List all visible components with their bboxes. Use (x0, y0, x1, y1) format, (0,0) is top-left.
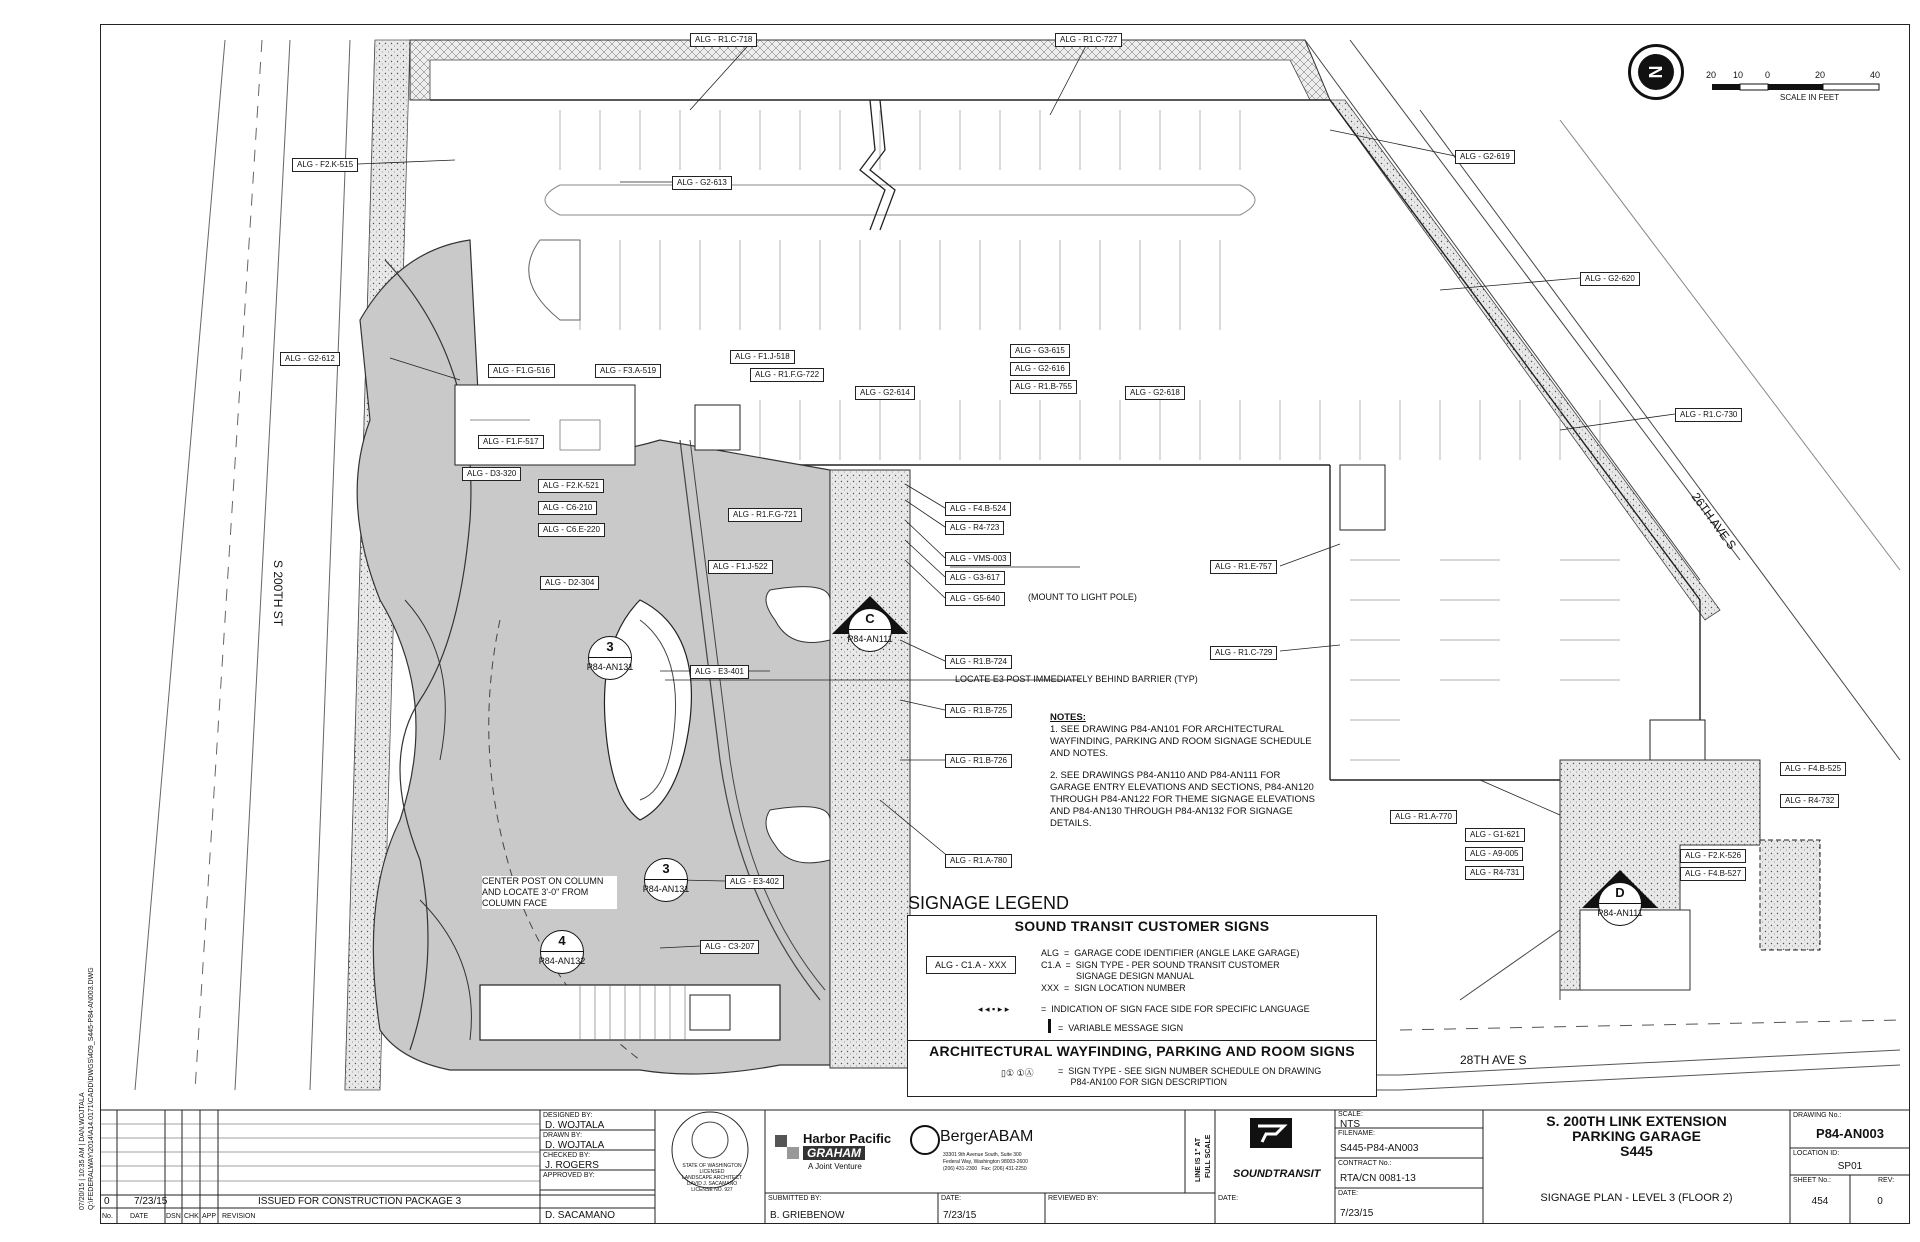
joint-venture-label: A Joint Venture (808, 1162, 862, 1171)
callout-d2304: ALG - D2-304 (540, 576, 599, 590)
rev-number: 0 (104, 1196, 110, 1207)
callout-g3617: ALG - G3-617 (945, 571, 1005, 585)
scale-tick-1: 10 (1733, 70, 1744, 80)
rev-date: 7/23/15 (134, 1196, 168, 1207)
project-line-1: S. 200TH LINK EXTENSION (1546, 1113, 1727, 1129)
scale-bar-graphic (1712, 84, 1879, 90)
legend-row-type: = SIGN TYPE - SEE SIGN NUMBER SCHEDULE ON DRAWING P84-AN100 FOR SIGN DESCRIPTION (1058, 1066, 1322, 1087)
callout-g2618: ALG - G2-618 (1125, 386, 1185, 400)
callout-r1c730: ALG - R1.C-730 (1675, 408, 1742, 422)
bergerabam-address: 33301 9th Avenue South, Suite 300 Federal Way, Washington 98003-2600 (206) 431-2300 Fax: (206) 431-2250 (943, 1152, 1028, 1172)
callout-g2616: ALG - G2-616 (1010, 362, 1070, 376)
harbor-pacific-name: Harbor Pacific (803, 1131, 892, 1146)
date3-value: 7/23/15 (1340, 1208, 1374, 1219)
filename-label: FILENAME: (1338, 1130, 1375, 1137)
scale-tick-0: 20 (1706, 70, 1717, 80)
contract-label: CONTRACT No.: (1338, 1160, 1392, 1167)
col-no: No. (102, 1213, 113, 1220)
callout-e3402: ALG - E3-402 (725, 875, 784, 889)
callout-r1b755: ALG - R1.B-755 (1010, 380, 1077, 394)
detail-3b-ref: P84-AN131 (642, 884, 690, 894)
callout-e3401: ALG - E3-401 (690, 665, 749, 679)
note-2: 2. SEE DRAWINGS P84-AN110 AND P84-AN111 FOR GARAGE ENTRY ELEVATIONS AND SECTIONS, P84-AN120 THROUGH P84-AN122 FOR THEME SIGNAGE ELEVATIONS AND P84-AN130 THROUGH P84-AN132 FOR SIGNAGE DETAILS. (1050, 770, 1316, 829)
callout-vms003: ALG - VMS-003 (945, 552, 1011, 566)
col-chk: CHK (184, 1213, 199, 1220)
note-1: 1. SEE DRAWING P84-AN101 FOR ARCHITECTURAL WAYFINDING, PARKING AND ROOM SIGNAGE SCHEDULE AND NOTES. (1050, 724, 1312, 759)
callout-g1621: ALG - G1-621 (1465, 828, 1525, 842)
callout-r1fg721: ALG - R1.F.G-721 (728, 508, 802, 522)
scale-label: SCALE IN FEET (1780, 93, 1840, 102)
detail-d-ref: P84-AN111 (1597, 908, 1643, 918)
rev-value: 0 (1877, 1196, 1883, 1207)
callout-r4723: ALG - R4-723 (945, 521, 1004, 535)
scale-value: NTS (1340, 1119, 1360, 1130)
vms-icon (1048, 1019, 1051, 1033)
callout-f1f517: ALG - F1.F-517 (478, 435, 544, 449)
callout-r1b726: ALG - R1.B-726 (945, 754, 1012, 768)
callout-r4732: ALG - R4-732 (1780, 794, 1839, 808)
project-line-3: S445 (1620, 1143, 1653, 1159)
callout-f4b525: ALG - F4.B-525 (1780, 762, 1846, 776)
general-notes (1050, 712, 1320, 840)
callout-r1e757: ALG - R1.E-757 (1210, 560, 1277, 574)
detail-3b-marker (644, 858, 688, 902)
callout-f2k515: ALG - F2.K-515 (292, 158, 358, 172)
street-26th-ave: 26TH AVE S (1688, 490, 1740, 553)
detail-3b-number: 3 (645, 859, 687, 880)
legend-row-c1a: C1.A = SIGN TYPE - PER SOUND TRANSIT CUSTOMER SIGNAGE DESIGN MANUAL (1041, 960, 1280, 981)
annotation-center-post: CENTER POST ON COLUMN AND LOCATE 3'-0" FROM COLUMN FACE (482, 876, 617, 909)
project-line-2: PARKING GARAGE (1572, 1128, 1701, 1144)
callout-r1c727: ALG - R1.C-727 (1055, 33, 1122, 47)
east-roadway-lines (1305, 40, 1900, 760)
callout-f3a519: ALG - F3.A-519 (595, 364, 661, 378)
legend-row-face: = INDICATION OF SIGN FACE SIDE FOR SPECIFIC LANGUAGE (1041, 1004, 1310, 1014)
callout-f4b524: ALG - F4.B-524 (945, 502, 1011, 516)
detail-4-ref: P84-AN132 (538, 956, 586, 966)
bergerabam-name: BergerABAM (940, 1128, 1034, 1145)
legend-heading: SIGNAGE LEGEND (908, 893, 1070, 913)
street-28th-ave: 28TH AVE S (1460, 1053, 1527, 1067)
callout-g2619: ALG - G2-619 (1455, 150, 1515, 164)
notes-title: NOTES: (1050, 712, 1086, 723)
location-id: SP01 (1837, 1161, 1863, 1172)
west-roadway-lines (135, 40, 375, 1090)
designed-by: D. WOJTALA (545, 1120, 605, 1131)
graham-name: GRAHAM (803, 1146, 865, 1160)
designed-label: DESIGNED BY: (543, 1112, 593, 1119)
callout-f2k521: ALG - F2.K-521 (538, 479, 604, 493)
legend-row-alg: ALG = GARAGE CODE IDENTIFIER (ANGLE LAKE GARAGE) (1041, 948, 1300, 958)
annotation-mount-pole: (MOUNT TO LIGHT POLE) (1028, 592, 1137, 602)
legend-sample-code: ALG - C1.A - XXX (926, 956, 1016, 974)
annotation-locate-e3: LOCATE E3 POST IMMEDIATELY BEHIND BARRIER (TYP) (955, 674, 1198, 684)
signage-legend (907, 915, 1377, 1097)
sheet-title: SIGNAGE PLAN - LEVEL 3 (FLOOR 2) (1540, 1192, 1733, 1204)
project-title (1483, 1114, 1790, 1159)
sheet-number: 454 (1811, 1196, 1829, 1207)
date3-label: DATE: (1338, 1190, 1359, 1197)
scale-tick-3: 20 (1815, 70, 1826, 80)
legend-row-xxx: XXX = SIGN LOCATION NUMBER (1041, 983, 1186, 993)
rev-tb-label: REV: (1878, 1177, 1895, 1184)
date1-label: DATE: (941, 1195, 962, 1202)
callout-r1a780: ALG - R1.A-780 (945, 854, 1012, 868)
callout-g2613: ALG - G2-613 (672, 176, 732, 190)
scale-tick-4: 40 (1870, 70, 1881, 80)
date2-label: DATE: (1218, 1195, 1239, 1202)
callout-g2612: ALG - G2-612 (280, 352, 340, 366)
callout-r1fg722: ALG - R1.F.G-722 (750, 368, 824, 382)
callout-g2620: ALG - G2-620 (1580, 272, 1640, 286)
submitted-label: SUBMITTED BY: (768, 1195, 822, 1202)
callout-d3320: ALG - D3-320 (462, 467, 521, 481)
sign-type-icon: ▯① ①Ⓐ (1001, 1068, 1034, 1078)
sheet-no-label: SHEET No.: (1793, 1177, 1831, 1184)
detail-c-marker (848, 608, 892, 652)
detail-4-marker (540, 930, 584, 974)
callout-g3615: ALG - G3-615 (1010, 344, 1070, 358)
callout-c3207: ALG - C3-207 (700, 940, 759, 954)
legend-section-customer: SOUND TRANSIT CUSTOMER SIGNS (1014, 918, 1270, 934)
callout-f1g516: ALG - F1.G-516 (488, 364, 555, 378)
detail-d-marker (1598, 882, 1642, 926)
callout-f1j518: ALG - F1.J-518 (730, 350, 795, 364)
col-app: APP (202, 1213, 217, 1220)
drawing-no-label: DRAWING No.: (1793, 1112, 1842, 1119)
detail-c-ref: P84-AN111 (847, 634, 893, 644)
legend-row-vms: = VARIABLE MESSAGE SIGN (1058, 1023, 1184, 1033)
scale-tick-2: 0 (1765, 70, 1771, 80)
callout-f4b527: ALG - F4.B-527 (1680, 867, 1746, 881)
reviewed-label: REVIEWED BY: (1048, 1195, 1099, 1202)
license-seal-text: STATE OF WASHINGTON LICENSED LANDSCAPE ARCHITECT DAVID J. SACAMANO LICENSE NO. 927 (682, 1163, 743, 1193)
sign-face-icon: ◂ ◂ ▪ ▸ ▸ (978, 1004, 1010, 1014)
callout-g2614: ALG - G2-614 (855, 386, 915, 400)
callout-c6e220: ALG - C6.E-220 (538, 523, 605, 537)
filename-value: S445-P84-AN003 (1340, 1143, 1419, 1154)
scale-check-1: LINE IS 1" AT (1195, 1137, 1202, 1182)
contract-value: RTA/CN 0081-13 (1340, 1173, 1416, 1184)
callout-r1b725: ALG - R1.B-725 (945, 704, 1012, 718)
detail-d-number: D (1599, 883, 1641, 904)
callout-r1b724: ALG - R1.B-724 (945, 655, 1012, 669)
detail-4-number: 4 (541, 931, 583, 952)
drawn-label: DRAWN BY: (543, 1132, 583, 1139)
callout-f1j522: ALG - F1.J-522 (708, 560, 773, 574)
callout-c6210: ALG - C6-210 (538, 501, 597, 515)
col-revision: REVISION (222, 1213, 256, 1220)
file-path-stamp: 07/20/15 | 10:35 AM | DAN.WOJTALA Q:\FEDERALWAY\2014\A14.0171\CADD\DWGS\409_S445-P84-AN003.DWG (79, 967, 95, 1210)
drawn-by: D. WOJTALA (545, 1140, 605, 1151)
callout-r1c729: ALG - R1.C-729 (1210, 646, 1277, 660)
callout-r1c718: ALG - R1.C-718 (690, 33, 757, 47)
approved-label: APPROVED BY: (543, 1172, 595, 1179)
detail-3a-ref: P84-AN131 (586, 662, 634, 672)
callout-f2k526: ALG - F2.K-526 (1680, 849, 1746, 863)
callout-r1a770: ALG - R1.A-770 (1390, 810, 1457, 824)
callout-r4731: ALG - R4-731 (1465, 866, 1524, 880)
drawing-number: P84-AN003 (1816, 1126, 1884, 1141)
legend-divider (908, 1040, 1376, 1041)
checked-label: CHECKED BY: (543, 1152, 591, 1159)
scale-tb-label: SCALE: (1338, 1111, 1363, 1118)
north-arrow-icon (1628, 44, 1684, 100)
rev-description: ISSUED FOR CONSTRUCTION PACKAGE 3 (258, 1196, 462, 1207)
submitted-by: B. GRIEBENOW (770, 1210, 845, 1221)
scale-check-2: FULL SCALE (1205, 1134, 1212, 1178)
legend-section-wayfinding: ARCHITECTURAL WAYFINDING, PARKING AND ROOM SIGNS (929, 1043, 1355, 1059)
detail-c-number: C (849, 609, 891, 630)
location-label: LOCATION ID: (1793, 1150, 1840, 1157)
callout-g5640: ALG - G5-640 (945, 592, 1005, 606)
north-letter: N (1646, 65, 1666, 79)
approved-by: D. SACAMANO (545, 1210, 616, 1221)
date1: 7/23/15 (943, 1210, 977, 1221)
sound-transit-brand: SOUNDTRANSIT (1233, 1168, 1321, 1180)
callout-a9005: ALG - A9-005 (1465, 847, 1523, 861)
col-date: DATE (130, 1213, 149, 1220)
street-s-200th: S 200TH ST (271, 560, 285, 627)
detail-3a-marker (588, 636, 632, 680)
detail-3a-number: 3 (589, 637, 631, 658)
checked-by: J. ROGERS (545, 1160, 599, 1171)
col-dsn: DSN (166, 1213, 181, 1220)
